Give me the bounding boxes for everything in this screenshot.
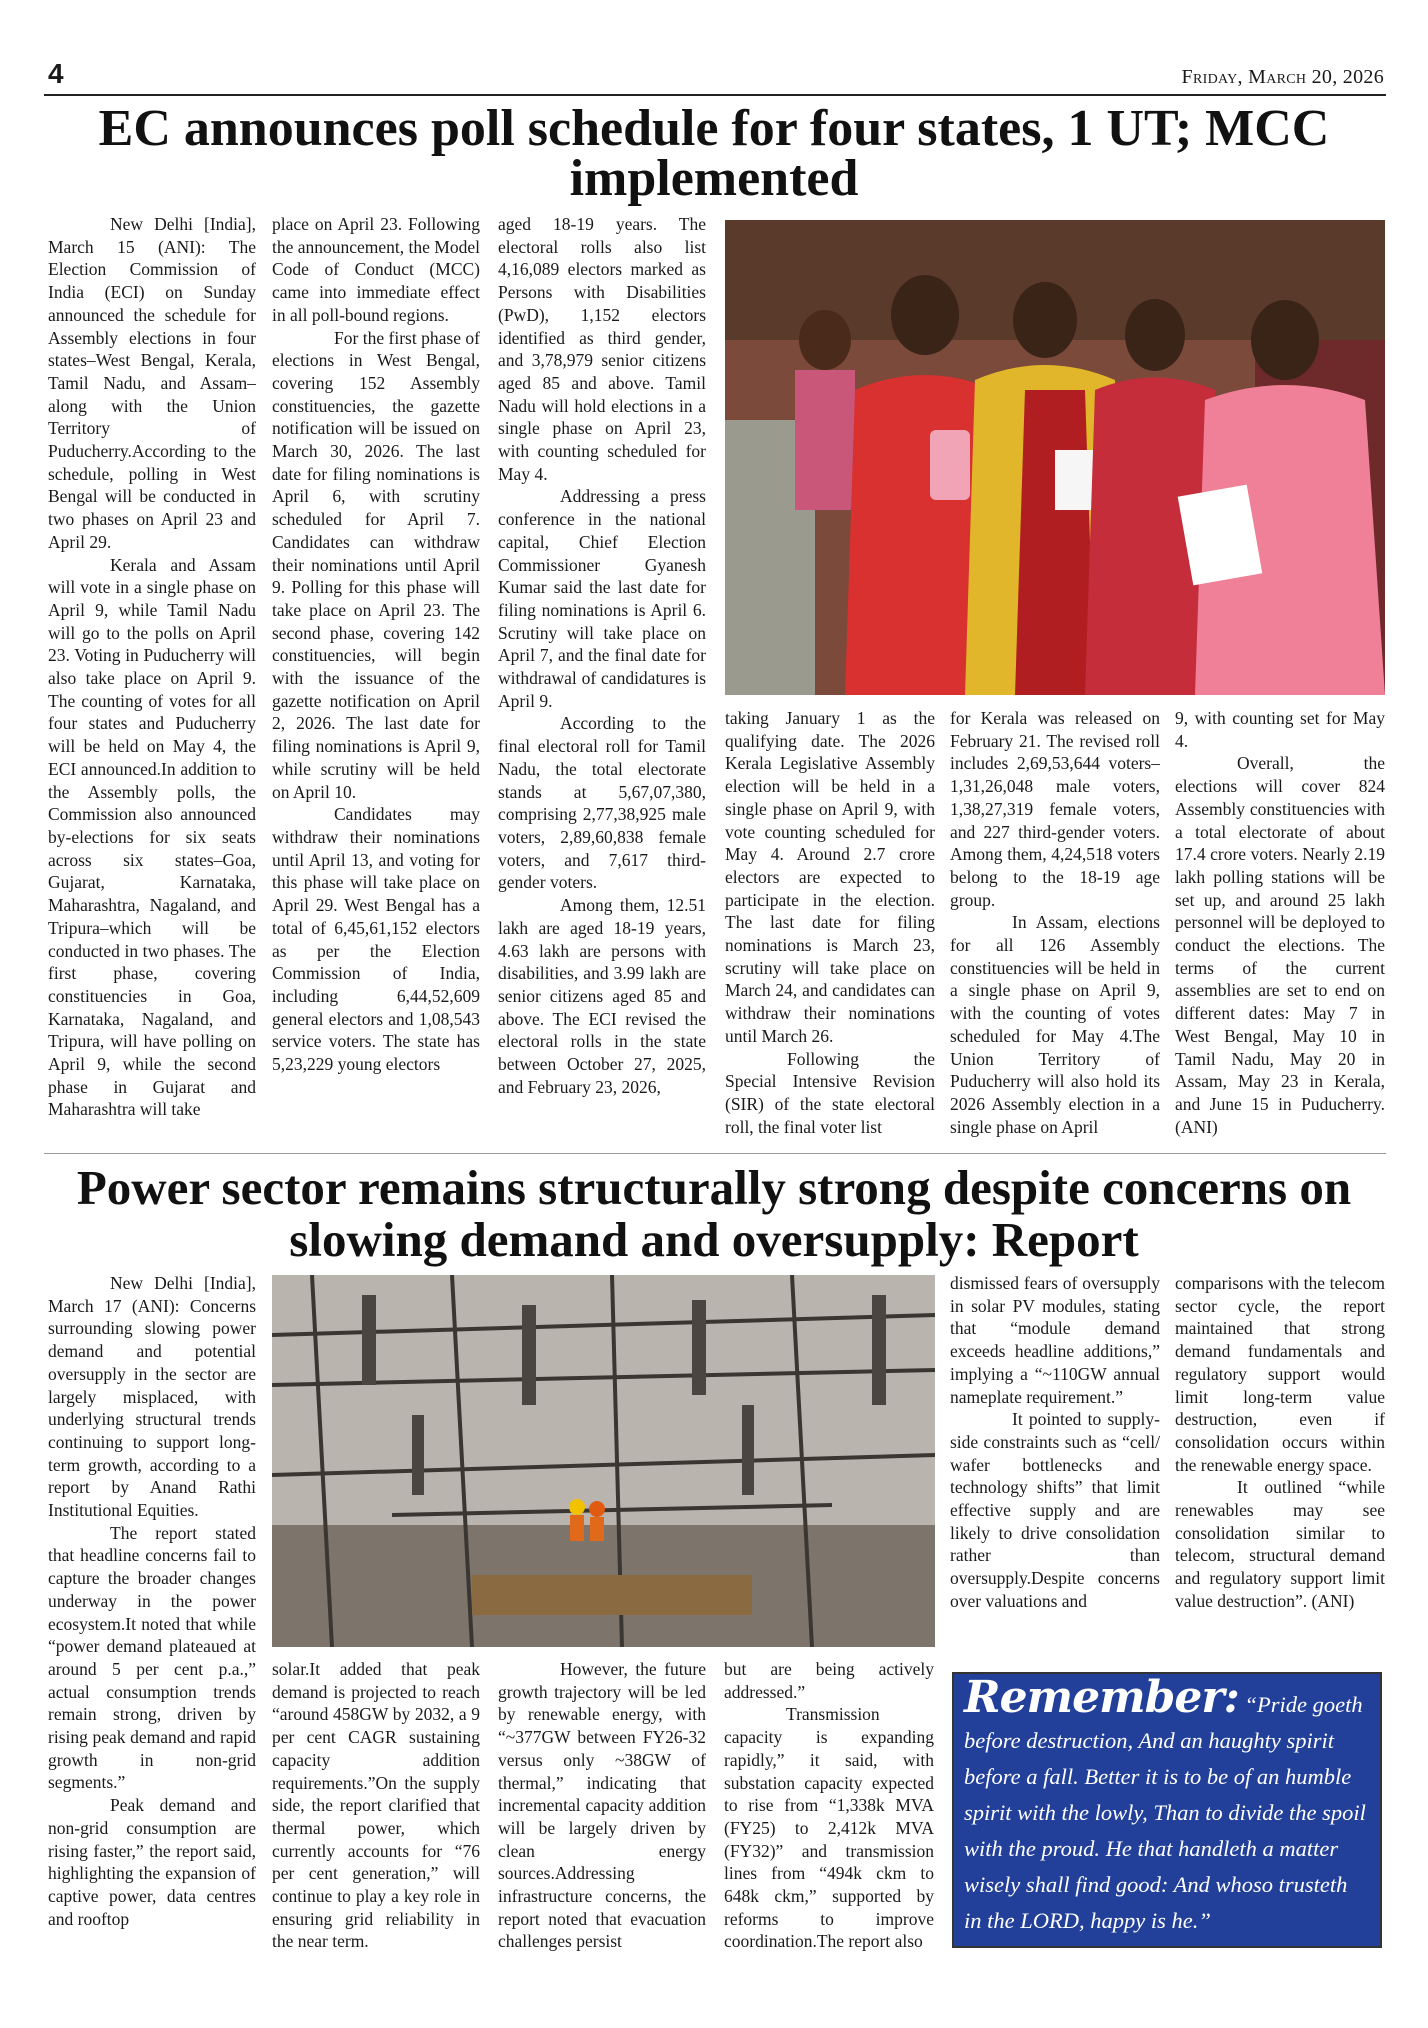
- article1-column-5: [950, 707, 1160, 1143]
- paragraph: but are being actively addressed.”: [724, 1659, 934, 1702]
- remember-source: Proverbs: [1227, 1944, 1310, 1969]
- article2-column-5: [950, 1272, 1160, 1644]
- article2-headline: Power sector remains structurally strong despite concerns on slowing demand and oversupply: Report: [76, 1160, 1352, 1267]
- paragraph: Addressing a press conference in the national capital, Chief Election Commissioner Gyanesh Kumar said the last date for filing nominations is April 6. Scrutiny will take place on April 7, and the final date for withdrawal of candidatures is April 9.: [498, 486, 706, 711]
- paragraph: taking January 1 as the qualifying date. The 2026 Kerala Legislative Assembly election will be held in a single phase on April 9, with vote counting scheduled for May 4. Around 2.7 crore electors are expected to participate in the election. The last date for filing nominations is March 23, scrutiny will take place on March 24, and candidates can withdraw their nominations until March 26.: [725, 708, 935, 1046]
- paragraph: For the first phase of elections in West Bengal, covering 152 Assembly constituencies, the gazette notification will be issued on March 30, 2026. The last date for filing nominations is April 6, with scrutiny scheduled for April 7. Candidates can withdraw their nominations until April 9. Polling for this phase will take place on April 23. The second phase, covering 142 constituencies, will begin with the issuance of the gazette notification on April 2, 2026. The last date for filing nominations is April 9, while scrutiny will be held on April 10.: [272, 327, 480, 802]
- paragraph: for Kerala was released on February 21. The revised roll includes 2,69,53,644 voters–1,31,26,048 male voters, 1,38,27,319 female voters, and 227 third-gender voters. Among them, 4,24,518 voters belong to the 18-19 age group.: [950, 708, 1160, 910]
- article1-headline: EC announces poll schedule for four states, 1 UT; MCC implemented: [98, 100, 1330, 207]
- substation-photo: [272, 1275, 935, 1647]
- paragraph: comparisons with the telecom sector cycle, the report maintained that strong demand fundamentals and regulatory support would limit long-term value destruction, even if consolidation occurs within the renewable energy space.: [1175, 1273, 1385, 1475]
- paragraph: Following the Special Intensive Revision (SIR) of the state electoral roll, the final voter list: [725, 1048, 935, 1137]
- paragraph: However, the future growth trajectory will be led by renewable energy, with “~377GW between FY26-32 versus only ~38GW of thermal,” indicating that incremental capacity addition will be largely driven by clean energy sources.Addressing infrastructure concerns, the report noted that evacuation challenges persist: [498, 1659, 706, 1952]
- paragraph: aged 18-19 years. The electoral rolls also list 4,16,089 electors marked as Persons with Disabilities (PwD), 1,152 electors identified as third gender, and 3,78,979 senior citizens aged 85 and above. Tamil Nadu will hold elections in a single phase on April 23, with counting scheduled for May 4.: [498, 214, 706, 484]
- paragraph: 9, with counting set for May 4.: [1175, 708, 1385, 751]
- article1-column-1: [48, 213, 256, 1143]
- paragraph: Peak demand and non-grid consumption are rising faster,” the report said, highlighting the expansion of captive power, data centres and rooftop: [48, 1795, 256, 1929]
- remember-title: Remember:: [964, 1672, 1239, 1723]
- voters-photo-illustration: [725, 220, 1385, 695]
- section-divider: [44, 1153, 1386, 1154]
- voters-photo: [725, 220, 1385, 695]
- article2-column-6: [1175, 1272, 1385, 1644]
- paragraph: Overall, the elections will cover 824 Assembly constituencies with a total electorate of about 17.4 crore voters. Nearly 2.19 lakh polling stations will be set up, and around 25 lakh personnel will be deployed to conduct the elections. The terms of the current assemblies are set to end on different dates: May 7 in West Bengal, May 10 in Tamil Nadu, May 20 in Assam, May 23 in Kerala, and June 15 in Puducherry. (ANI): [1175, 753, 1385, 1137]
- paragraph: The report stated that headline concerns fail to capture the broader changes underway in the power ecosystem.It noted that while “power demand plateaued at around 5 per cent p.a.,” actual consumption trends remain strong, driven by rising peak demand and rapid growth in non-grid segments.”: [48, 1522, 256, 1793]
- paragraph: It pointed to supply-side constraints such as “cell/ wafer bottlenecks and technology shifts” that limit effective supply and are likely to drive consolidation rather than oversupply.Despite concerns over valuations and: [950, 1409, 1160, 1611]
- article2-column-4: [724, 1658, 934, 1958]
- remember-quote: “Pride goeth before destruction, And an haughty spirit before a fall. Better it is to be of an humble spirit with the lowly, Than to divide the spoil with the proud. He that handleth a matter wisely shall find good: And whoso trusteth in the LORD, happy is he.”: [964, 1692, 1366, 1933]
- remember-quote-box: [952, 1672, 1382, 1969]
- paragraph: dismissed fears of oversupply in solar PV modules, stating that “module demand exceeds headline additions,” implying a “~110GW annual nameplate requirement.”: [950, 1273, 1160, 1407]
- page-number: 4: [48, 58, 64, 89]
- paragraph: Transmission capacity is expanding rapidly,” it said, with substation capacity expected to rise from “1,338k MVA (FY25) to 2,412k MVA (FY32)” and transmission lines from “494k ckm to 648k ckm,” supported by reforms to improve coordination.The report also: [724, 1704, 934, 1952]
- paragraph: New Delhi [India], March 15 (ANI): The Election Commission of India (ECI) on Sunday announced the schedule for Assembly elections in four states–West Bengal, Kerala, Tamil Nadu, and Assam–along with the Union Territory of Puducherry.According to the schedule, polling in West Bengal will be conducted in two phases on April 23 and April 29.: [48, 214, 256, 552]
- paragraph: According to the final electoral roll for Tamil Nadu, the total electorate stands at 5,67,07,380, comprising 2,77,38,925 male voters, 2,89,60,838 female voters, and 7,617 third-gender voters.: [498, 713, 706, 893]
- paragraph: In Assam, elections for all 126 Assembly constituencies will be held in a single phase on April 9, with the counting of votes scheduled for May 4.The Union Territory of Puducherry will also hold its 2026 Assembly election in a single phase on April: [950, 912, 1160, 1137]
- paragraph: Among them, 12.51 lakh are aged 18-19 years, 4.63 lakh are persons with disabilities, and 3.99 lakh are senior citizens aged 85 and above. The ECI revised the electoral rolls in the state between October 27, 2025, and February 23, 2026,: [498, 895, 706, 1097]
- paragraph: New Delhi [India], March 17 (ANI): Concerns surrounding slowing power demand and potential oversupply in the sector are largely misplaced, with underlying structural trends continuing to support long-term growth, according to a report by Anand Rathi Institutional Equities.: [48, 1273, 256, 1521]
- paragraph: solar.It added that peak demand is projected to reach “around 458GW by 2032, a 9 per cent CAGR sustaining capacity addition requirements.”On the supply side, the report clarified that thermal power, which currently accounts for “76 per cent generation,” will continue to play a key role in ensuring grid reliability in the near term.: [272, 1659, 480, 1952]
- article1-column-4: [725, 707, 935, 1143]
- paragraph: place on April 23. Following the announcement, the Model Code of Conduct (MCC) came into immediate effect in all poll-bound regions.: [272, 214, 480, 325]
- article1-column-3: [498, 213, 706, 1143]
- paragraph: Kerala and Assam will vote in a single phase on April 9, while Tamil Nadu will go to the polls on April 23. Voting in Puducherry will also take place on April 9. The counting of votes for all four states and Puducherry will be held on May 4, the ECI announced.In addition to the Assembly polls, the Commission also announced by-elections for six seats across six states–Goa, Gujarat, Karnataka, Maharashtra, Nagaland, and Tripura–which will be conducted in two phases. The first phase, covering constituencies in Goa, Karnataka, Nagaland, and Tripura, will have polling on April 9, while the second phase in Gujarat and Maharashtra will take: [48, 554, 256, 1120]
- article2-column-2: [272, 1658, 480, 1958]
- substation-photo-illustration: [272, 1275, 935, 1647]
- paragraph: It outlined “while renewables may see consolidation similar to telecom, structural demand and regulatory support limit value destruction”. (ANI): [1175, 1477, 1385, 1611]
- article2-column-3: [498, 1658, 706, 1958]
- article2-column-1: [48, 1272, 256, 1958]
- article1-column-2: [272, 213, 480, 1143]
- article1-column-6: [1175, 707, 1385, 1143]
- issue-date: Friday, March 20, 2026: [1181, 66, 1384, 88]
- header-rule: [44, 94, 1386, 96]
- paragraph: Candidates may withdraw their nominations until April 13, and voting for this phase will take place on April 29. West Bengal has a total of 6,45,61,152 electors as per the Election Commission of India, including 6,44,52,609 general electors and 1,08,543 service voters. The state has 5,23,229 young electors: [272, 804, 480, 1075]
